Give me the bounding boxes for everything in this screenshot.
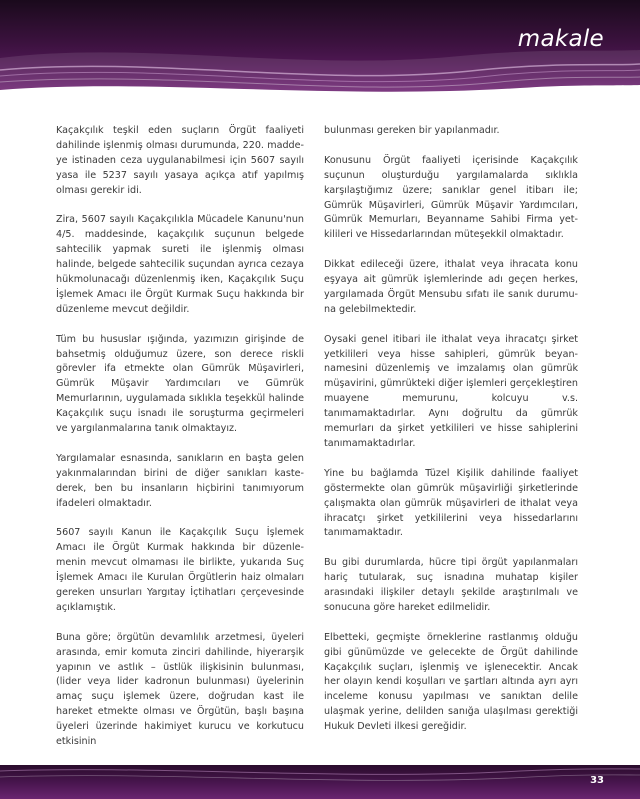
footer-bar [0,765,640,799]
left-column [56,124,304,765]
paragraph: Yine bu bağlamda Tüzel Kişilik dahilinde faaliyet göstermekte olan gümrük müşavirliği şirketlerinde çalışmakta olan gümrük müşavirleri de ithalat veya ihracatçı şirket yetkililerini veya hissedarlarını tanımamaktadır. [324,467,578,539]
right-column [324,124,578,750]
page-number: 33 [590,775,604,786]
paragraph: Yargılamalar esnasında, sanıkların en başta gelen yakınmalarından birini de diğer sanıkları kaste-derek, ben bu insanların hiçbirini tanımıyorum ifadeleri olmaktadır. [56,452,304,509]
paragraph: Kaçakçılık teşkil eden suçların Örgüt faaliyeti dahilinde işlenmiş olması durumunda, 220. madde-ye istinaden ceza uygulanabilmesi için 5607 sayılı yasa ile 5237 sayılı yasaya açıkça atıf yapılmış olması gerekir idi. [56,125,304,196]
paragraph: Konusunu Örgüt faaliyeti içerisinde Kaçakçılık suçunun oluşturduğu yargılamalarda sıklıkla karşılaştığımız üzere; sanıklar genel itibarı ile; Gümrük Müşavirleri, Gümrük Müşavir Yardımcıları, Gümrük Memurları, Beyanname Sahibi Firma yet-kilileri ve Hissedarlarından müteşekkil olmaktadır. [324,154,578,241]
footer-wave-decoration [0,765,640,799]
paragraph: Elbetteki, geçmişte örneklerine rastlanmış olduğu gibi günümüzde ve gelecekte de Örgüt dahilinde Kaçakçılık suçları, işlenmiş ve işlenecektir. Ancak her olayın kendi koşulları ve şartları altında ayrı ayrı inceleme konusu yapılması ve sanıktan delile ulaşmak yerine, delilden sanığa ulaşılması gerektiği Hukuk Devleti ilkesi gereğidir. [324,631,578,733]
paragraph: Dikkat edileceği üzere, ithalat veya ihracata konu eşyaya ait gümrük işlemlerinde adı geçen herkes, yargılamada Örgüt Mensubu sıfatı ile sanık durumu-na gelebilmektedir. [324,259,578,315]
header-banner [0,0,640,100]
paragraph: Oysaki genel itibari ile ithalat veya ihracatçı şirket yetkilileri veya hisse sahipleri, gümrük beyan-namesini düzenlemiş ve imzalamış olan gümrük müşavirini, gümrükteki diğer işlemleri gerçekleştiren muayene memurunu, kolcuyu v.s. tanımamaktadırlar. Aynı doğrultu da gümrük memurları da şirket yetkilileri ve hisse sahiplerini tanımamaktadırlar. [324,333,578,449]
paragraph: Bu gibi durumlarda, hücre tipi örgüt yapılanmaları hariç tutularak, suç isnadına muhatap kişiler arasındaki ilişkiler detaylı şekilde araştırılmalı ve sonucuna göre hareket edilmelidir. [324,557,578,613]
paragraph: bulunması gereken bir yapılanmadır. [324,125,500,136]
paragraph: Tüm bu hususlar ışığında, yazımızın girişinde de bahsetmiş olduğumuz üzere, son derece riskli görevler ifa etmekte olan Gümrük Müşavirleri, Gümrük Müşavir Yardımcıları ve Gümrük Memurlarının, uygulamada sıklıkla teşekkül halinde Kaçakçılık suçu isnadı ile soruşturma geçirmeleri ve yargılanmalarına tanık olmaktayız. [56,333,304,435]
paragraph: Zira, 5607 sayılı Kaçakçılıkla Mücadele Kanunu'nun 4/5. maddesinde, kaçakçılık suçunun belgede sahtecilik yapmak sureti ile işlenmiş olması halinde, belgede sahtecilik suçundan ayrıca cezaya hükmolunacağı düzenlenmiş iken, Kaçakçılık Suçu İşlemek Amacı ile Örgüt Kurmak Suçu hakkında bir düzenleme mevcut değildir. [56,214,304,315]
paragraph: Buna göre; örgütün devamlılık arzetmesi, üyeleri arasında, emir komuta zinciri dahilinde, hiyerarşik yapının ve astlık – üstlük ilişkisinin bulunması, (lider veya lider kadronun bulunması) üyelerinin amaç suçu işlemek üzere, doğrudan kast ile hareket etmekte olması ve Örgütün, başlı başına üyeleri üzerinde hakimiyet kurucu ve korkutucu etkisinin [56,631,304,748]
paragraph: 5607 sayılı Kanun ile Kaçakçılık Suçu İşlemek Amacı ile Örgüt Kurmak hakkında bir düzenle-menin mevcut olmaması ile birlikte, yukarıda Suç İşlemek Amacı ile Kurulan Örgütlerin haiz olmaları gereken unsurları Yargıtay İçtihatları çerçevesinde açıklamıştık. [56,527,304,613]
section-label: makale [517,26,604,52]
